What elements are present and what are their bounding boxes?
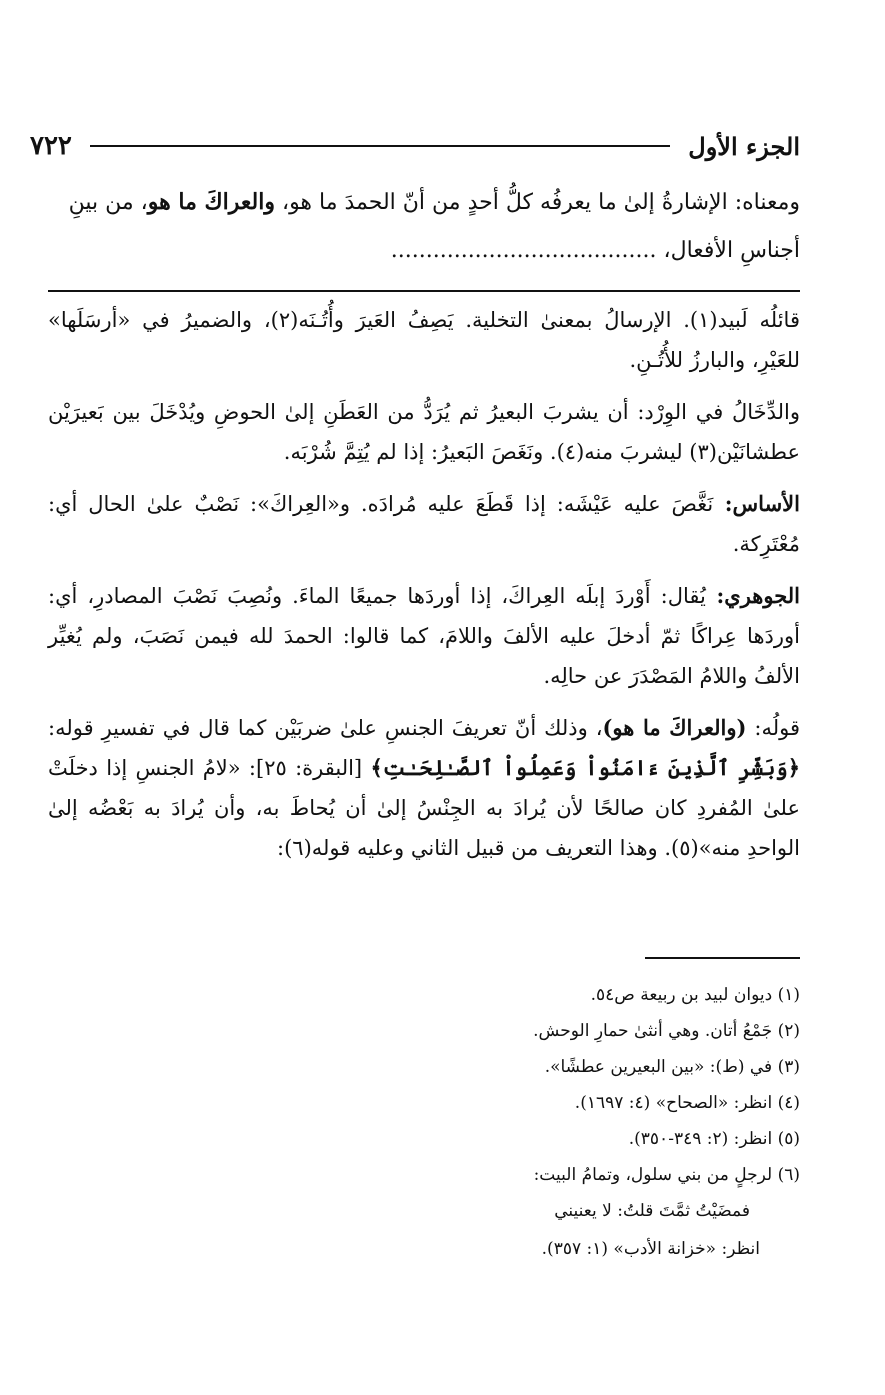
footnote-1: (١) ديوان لبيد بن ربيعة ص٥٤. <box>590 985 800 1005</box>
footnote-source: انظر: «خزانة الأدب» (١: ٣٥٧). <box>541 1239 760 1259</box>
main-text-bold: والعراكَ ما هو <box>147 189 275 215</box>
footnote-rule <box>645 957 800 959</box>
paragraph-5-text-1: ، وذلك أنّ تعريفَ الجنسِ علىٰ ضربَيْن كما قال في تفسيرِ قوله: <box>48 716 603 740</box>
main-text-line2: أجناسِ الأفعال، <box>656 238 800 263</box>
paragraph-5-text-2: [البقرة: ٢٥]: «لامُ الجنسِ إذا دخلَتْ علىٰ المُفردِ كان صالحًا لأن يُرادَ به الجِنْسُ إلىٰ أن يُحاطَ به، وأن يُرادَ به بَعْضُه إلىٰ الواحدِ منه»(٥). وهذا التعريف من قبيل الثاني وعليه قوله(٦): <box>48 756 800 860</box>
paragraph-5-bold: (والعراكَ ما هو) <box>602 715 747 740</box>
commentary-paragraph-1: قائلُه لَبيد(١). الإرسالُ بمعنىٰ التخلية. يَصِفُ العَيرَ وأُتُـنَه(٢)، والضميرُ في «أرسَلَها» للعَيْرِ، والبارزُ للأُتُـنِ. <box>48 308 800 372</box>
commentary-paragraph-5 <box>48 708 800 868</box>
main-text <box>48 178 800 275</box>
footnote-2: (٢) جَمْعُ أتان. وهي أنثىٰ حمارِ الوحش. <box>533 1021 800 1041</box>
paragraph-3-text: نَغَّصَ عليه عَيْشَه: إذا قَطَعَ عليه مُرادَه. و«العِراكَ»: نَصْبٌ علىٰ الحال أي: مُعْتَرِكة. <box>48 492 800 556</box>
footnote-3: (٣) في (ط): «بين البعيرين عطشًا». <box>544 1057 800 1077</box>
source-label-jawhari: الجوهري: <box>705 583 800 608</box>
commentary-paragraph-2: والدِّخَالُ في الوِرْد: أن يشربَ البعيرُ ثم يُرَدُّ من العَطَنِ إلىٰ الحوضِ ويُدْخَلَ بين بَعيرَيْن عطشانَيْن(٣) ليشربَ منه(٤). ونَغَصَ البَعيرُ: إذا لم يُتِمَّ شُرْبَه. <box>48 400 800 464</box>
header-rule <box>90 145 670 147</box>
page-number: ٧٢٢ <box>30 131 72 161</box>
footnote-6: (٦) لرجلٍ من بني سلول، وتمامُ البيت: <box>533 1165 800 1185</box>
footnote-verse: فمضَيْتُ ثمَّتَ قلتُ: لا يعنيني <box>554 1201 750 1221</box>
page-header <box>30 126 800 166</box>
source-label-asas: الأساس: <box>713 491 800 516</box>
quran-verse: ﴿وَبَشِّرِ ٱلَّذِينَ ءَامَنُواْ وَعَمِلُواْ ٱلصَّـٰلِحَـٰتِ﴾ <box>370 755 800 780</box>
commentary-paragraph-4 <box>48 576 800 696</box>
main-text-suffix: ، من بينِ <box>68 190 148 215</box>
footnote-5: (٥) انظر: (٢: ٣٤٩-٣٥٠). <box>628 1129 800 1149</box>
ellipsis-dots: ...................................... <box>390 238 657 263</box>
footnote-4: (٤) انظر: «الصحاح» (٤: ١٦٩٧). <box>574 1093 800 1113</box>
main-text-prefix: ومعناه: الإشارةُ إلىٰ ما يعرفُه كلُّ أحدٍ من أنّ الحمدَ ما هو، <box>274 190 800 215</box>
paragraph-5-lead: قولُه: <box>746 716 801 740</box>
commentary-paragraph-3 <box>48 484 800 564</box>
paragraph-4-text: يُقال: أَوْردَ إبلَه العِراكَ، إذا أوردَها جميعًا الماءَ. ونُصِبَ نَصْبَ المصادرِ، أي: أوردَها عِراكًا ثمّ أدخلَ عليه الألفَ واللامَ، كما قالوا: الحمدَ لله فيمن نَصَبَ، ولم يُغيِّر الألفُ واللامُ المَصْدَرَ عن حالِه. <box>48 584 800 688</box>
book-part-title: الجزء الأول <box>688 131 800 161</box>
commentary <box>48 300 800 880</box>
footnotes <box>120 980 800 1264</box>
section-divider <box>48 290 800 292</box>
